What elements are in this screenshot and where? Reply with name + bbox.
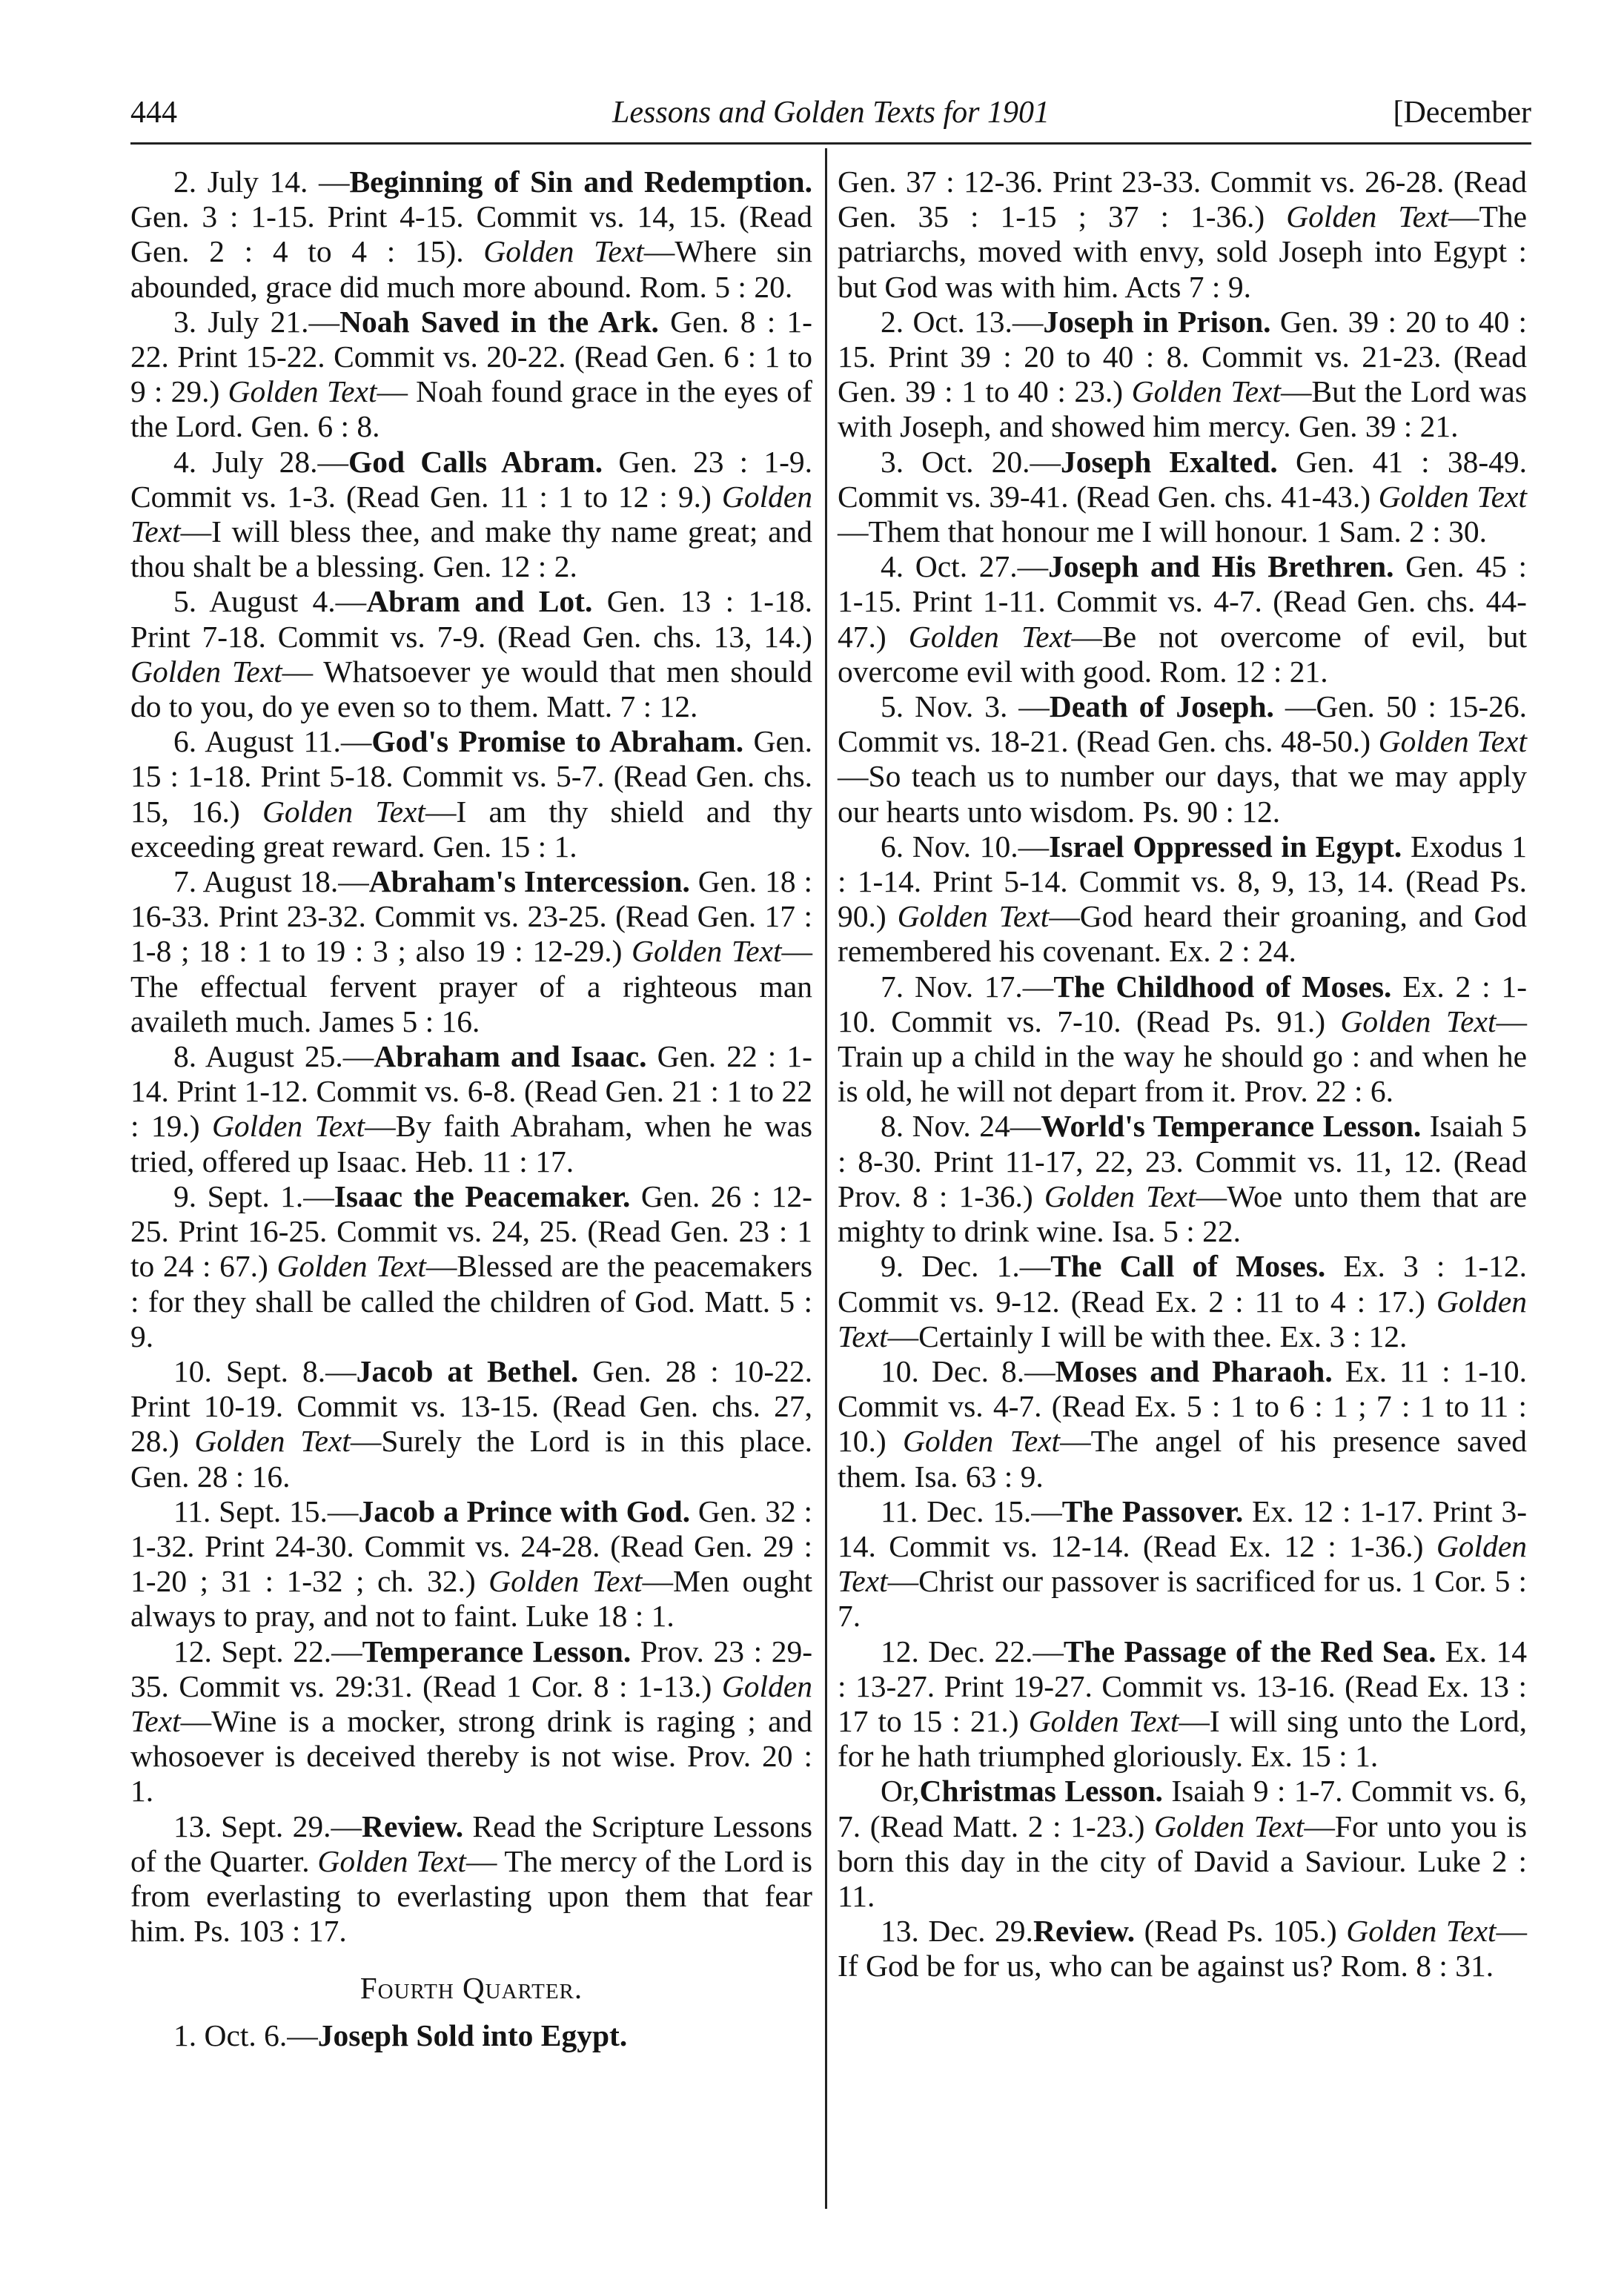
lesson-date: Oct. 27.— — [915, 549, 1049, 584]
running-title: Lessons and Golden Texts for 1901 — [612, 96, 1050, 130]
lesson-number: 4. — [173, 444, 197, 479]
golden-text: —Where sin abounded, grace did much more abound. Rom. 5 : 20. — [130, 234, 812, 304]
scripture-reference: Exodus 1 : 1-14. Print 5-14. Commit vs. 8, 9, 13, 14. (Read Ps. 90.) — [838, 829, 1528, 934]
lesson-number: 3. — [173, 304, 197, 339]
lesson-entry — [130, 165, 812, 305]
lesson-number: 9. — [881, 1249, 904, 1284]
lesson-entry — [838, 689, 1527, 829]
scripture-reference: Isaiah 5 : 8-30. Print 11-17, 22, 23. Commit vs. 11, 12. (Read Prov. 8 : 1-36.) — [838, 1109, 1528, 1213]
lesson-title: Temperance Lesson. — [362, 1634, 632, 1668]
lesson-date: August 4.— — [209, 584, 367, 619]
lesson-title: Joseph in Prison. — [1043, 304, 1271, 339]
page-number: 444 — [130, 96, 177, 130]
golden-text: —The effectual fervent prayer of a righteous man availeth much. James 5 : 16. — [130, 934, 812, 1038]
lesson-title: Isaac the Peacemaker. — [334, 1179, 631, 1213]
lesson-date: Nov. 3. — — [915, 689, 1050, 724]
golden-text-label: Golden Text — [1346, 1914, 1497, 1949]
lesson-title: The Passover. — [1061, 1494, 1244, 1528]
scripture-reference: Gen. 41 : 38-49. Commit vs. 39-41. (Read Gen. chs. 41-43.) — [838, 444, 1528, 514]
lesson-number: 13. — [173, 1809, 212, 1843]
lesson-date: Oct. 13.— — [912, 304, 1044, 339]
golden-text-label: Golden Text — [1378, 724, 1527, 759]
lesson-number: 9. — [173, 1179, 197, 1213]
lesson-date: July 28.— — [212, 444, 348, 479]
lesson-number: 13. — [881, 1914, 919, 1949]
lesson-number: 5. — [173, 584, 197, 619]
lesson-entry — [130, 1039, 812, 1179]
golden-text: —I will sing unto the Lord, for he hath triumphed gloriously. Ex. 15 : 1. — [838, 1703, 1528, 1774]
lesson-date: Sept. 1.— — [207, 1179, 334, 1213]
golden-text: — Noah found grace in the eyes of the Lord. Gen. 6 : 8. — [130, 374, 813, 444]
lesson-title: Joseph and His Brethren. — [1048, 549, 1394, 584]
scripture-reference: Ex. 14 : 13-27. Print 19-27. Commit vs. 13-16. (Read Ex. 13 : 17 to 15 : 21.) — [838, 1634, 1527, 1738]
golden-text: —Surely the Lord is in this place. Gen. 28 : 16. — [130, 1424, 813, 1494]
scripture-reference: Gen. 26 : 12-25. Print 16-25. Commit vs. 24, 25. (Read Gen. 23 : 1 to 24 : 67.) — [130, 1179, 812, 1284]
lesson-entry — [130, 2018, 812, 2053]
lesson-entry — [130, 1634, 812, 1809]
scripture-reference: Ex. 12 : 1-17. Print 3-14. Commit vs. 12-14. (Read Ex. 12 : 1-36.) — [838, 1494, 1528, 1563]
lesson-entry — [130, 724, 812, 864]
golden-text-label: Golden Text — [1286, 199, 1448, 234]
lesson-entry — [838, 829, 1527, 970]
lesson-date: Sept. 8.— — [225, 1353, 357, 1388]
lesson-number: 6. — [881, 829, 904, 864]
scripture-reference: Gen. 39 : 20 to 40 : 15. Print 39 : 20 to 40 : 8. Commit vs. 21-23. (Read Gen. 39 : 1 to 40 : 23.) — [838, 304, 1528, 409]
golden-text-label: Golden Text — [1131, 374, 1281, 409]
right-column — [838, 165, 1527, 1984]
lesson-entry — [838, 1354, 1527, 1494]
lesson-number: 7. — [881, 969, 904, 1004]
golden-text: —Men ought always to pray, and not to faint. Luke 18 : 1. — [130, 1564, 812, 1634]
lesson-date: Dec. 22.— — [928, 1634, 1064, 1668]
lesson-number: 12. — [173, 1634, 212, 1668]
lesson-title: Israel Oppressed in Egypt. — [1049, 829, 1402, 864]
lesson-date: Dec. 8.— — [931, 1353, 1055, 1388]
golden-text-label: Golden Text — [483, 234, 644, 269]
lesson-title: Abraham and Isaac. — [374, 1039, 647, 1074]
lesson-entry — [838, 1494, 1527, 1634]
lesson-number: 3. — [881, 444, 904, 479]
lesson-title: The Childhood of Moses. — [1053, 969, 1392, 1004]
lesson-title: Joseph Sold into Egypt. — [317, 2018, 628, 2052]
lesson-title: God's Promise to Abraham. — [371, 724, 744, 759]
golden-text: —Blessed are the peacemakers : for they shall be called the children of God. Matt. 5 : 9. — [130, 1249, 813, 1353]
golden-text: —I am thy shield and thy exceeding great reward. Gen. 15 : 1. — [130, 794, 813, 864]
golden-text: —I will bless thee, and make thy name great; and thou shalt be a blessing. Gen. 12 : 2. — [130, 514, 812, 584]
lesson-date: Dec. 1.— — [921, 1249, 1051, 1284]
golden-text-label: Golden Text — [317, 1843, 466, 1878]
golden-text: —Wine is a mocker, strong drink is raging ; and whosoever is deceived thereby is not wise. Prov. 20 : 1. — [130, 1703, 812, 1809]
lesson-date: Sept. 22.— — [221, 1634, 362, 1668]
left-column — [130, 165, 812, 2053]
lesson-title: The Passage of the Red Sea. — [1063, 1634, 1436, 1668]
lesson-entry — [838, 1109, 1527, 1249]
lesson-number: 5. — [881, 689, 904, 724]
golden-text-label: Golden Text — [228, 374, 377, 409]
lesson-date: July 14. — — [207, 165, 350, 199]
golden-text: —Woe unto them that are mighty to drink wine. Isa. 5 : 22. — [838, 1179, 1528, 1249]
lesson-number: 11. — [881, 1494, 918, 1528]
scripture-reference: Gen. 37 : 12-36. Print 23-33. Commit vs. 26-28. (Read Gen. 35 : 1-15 ; 37 : 1-36.) — [838, 165, 1527, 234]
golden-text-label: Golden Text — [632, 934, 782, 969]
golden-text: —The angel of his presence saved them. Isa. 63 : 9. — [838, 1424, 1528, 1494]
lesson-title: Jacob at Bethel. — [356, 1353, 579, 1388]
lesson-title: God Calls Abram. — [348, 444, 603, 479]
golden-text: —For unto you is born this day in the city of David a Saviour. Luke 2 : 11. — [838, 1809, 1528, 1913]
golden-text: —Them that honour me I will honour. 1 Sam. 2 : 30. — [838, 514, 1488, 549]
golden-text: —But the Lord was with Joseph, and showed him mercy. Gen. 39 : 21. — [838, 374, 1527, 444]
golden-text: — The mercy of the Lord is from everlasting to everlasting upon them that fear him. Ps. 103 : 17. — [130, 1843, 812, 1949]
lesson-title: World's Temperance Lesson. — [1041, 1109, 1422, 1144]
golden-text-label: Golden Text — [838, 1284, 1527, 1353]
lesson-title: Abraham's Intercession. — [368, 864, 690, 899]
scripture-reference: Gen. 45 : 1-15. Print 1-11. Commit vs. 4-7. (Read Gen. chs. 44-47.) — [838, 549, 1528, 654]
golden-text: —Christ our passover is sacrificed for us. 1 Cor. 5 : 7. — [838, 1564, 1527, 1634]
lesson-title: Jacob a Prince with God. — [358, 1494, 691, 1528]
lesson-number: 2. — [173, 165, 197, 199]
lesson-title: Review. — [361, 1809, 464, 1843]
golden-text-label: Golden Text — [194, 1424, 351, 1459]
column-divider — [825, 148, 827, 2209]
lesson-entry — [838, 445, 1527, 550]
golden-text: —The patriarchs, moved with envy, sold Joseph into Egypt : but God was with him. Acts 7 : 9. — [838, 199, 1527, 304]
lesson-entry — [838, 1914, 1527, 1983]
lesson-number: 11. — [173, 1494, 211, 1528]
lesson-number: 8. — [173, 1039, 197, 1074]
lesson-date: Dec. 29. — [928, 1914, 1033, 1949]
lesson-entry — [838, 165, 1527, 305]
golden-text: —By faith Abraham, when he was tried, offered up Isaac. Heb. 11 : 17. — [130, 1109, 812, 1179]
scripture-reference: Gen. 8 : 1-22. Print 15-22. Commit vs. 20-22. (Read Gen. 6 : 1 to 9 : 29.) — [130, 304, 813, 409]
lesson-entry — [130, 864, 812, 1039]
golden-text: —God heard their groaning, and God remembered his covenant. Ex. 2 : 24. — [838, 899, 1527, 969]
lesson-entry — [838, 549, 1527, 689]
lesson-title: Moses and Pharaoh. — [1055, 1353, 1333, 1388]
scripture-reference: Gen. 13 : 1-18. Print 7-18. Commit vs. 7-9. (Read Gen. chs. 13, 14.) — [130, 584, 812, 654]
lesson-number: 10. — [173, 1353, 212, 1388]
lesson-number: 4. — [881, 549, 904, 584]
lesson-number: 6. — [173, 724, 197, 759]
lesson-entry — [838, 305, 1527, 445]
lesson-entry — [130, 1809, 812, 1949]
lesson-title: Review. — [1033, 1914, 1136, 1949]
golden-text-label: Golden Text — [902, 1424, 1061, 1459]
lesson-date: August 25.— — [205, 1039, 374, 1074]
scripture-reference: Read the Scripture Lessons of the Quarter. — [130, 1809, 813, 1878]
lesson-entry — [838, 1249, 1527, 1354]
golden-text-label: Golden Text — [130, 654, 282, 689]
scripture-reference: Ex. 11 : 1-10. Commit vs. 4-7. (Read Ex. 5 : 1 to 6 : 1 ; 7 : 1 to 11 : 10.) — [838, 1353, 1528, 1459]
scripture-reference: Gen. 18 : 16-33. Print 23-32. Commit vs. 23-25. (Read Gen. 17 : 1-8 ; 18 : 1 to 19 : 3 ; also 19 : 12-29.) — [130, 864, 812, 969]
golden-text-label: Golden Text — [1340, 1004, 1497, 1038]
golden-text-label: Golden Text — [262, 794, 425, 829]
scripture-reference: (Read Ps. 105.) — [1144, 1914, 1337, 1949]
golden-text-label: Golden Text — [130, 479, 813, 549]
lesson-entry — [130, 1494, 812, 1634]
running-header — [130, 95, 1531, 139]
lesson-entry — [130, 584, 812, 724]
lesson-number: 1. — [173, 2018, 197, 2052]
lesson-date: August 11.— — [205, 724, 372, 759]
lesson-title: The Call of Moses. — [1050, 1249, 1326, 1284]
header-rule — [130, 142, 1531, 145]
lesson-date: Sept. 29.— — [221, 1809, 362, 1843]
lesson-number: 12. — [881, 1634, 919, 1668]
lesson-date: Nov. 17.— — [914, 969, 1054, 1004]
golden-text-label: Golden Text — [276, 1249, 426, 1284]
lesson-title: Joseph Exalted. — [1061, 444, 1278, 479]
lesson-title: Abram and Lot. — [366, 584, 593, 619]
lesson-entry — [130, 305, 812, 445]
scripture-reference: Gen. 15 : 1-18. Print 5-18. Commit vs. 5-7. (Read Gen. chs. 15, 16.) — [130, 724, 812, 829]
golden-text-label: Golden Text — [908, 619, 1072, 654]
section-mark: [December — [1393, 96, 1531, 130]
golden-text: — Whatsoever ye would that men should do to you, do ye even so to them. Matt. 7 : 12. — [130, 654, 812, 724]
golden-text: —So teach us to number our days, that we may apply our hearts unto wisdom. Ps. 90 : 12. — [838, 759, 1527, 829]
scripture-reference: Gen. 28 : 10-22. Print 10-19. Commit vs. 13-15. (Read Gen. chs. 27, 28.) — [130, 1353, 813, 1459]
golden-text: —Certainly I will be with thee. Ex. 3 : 12. — [887, 1319, 1408, 1353]
golden-text: —Train up a child in the way he should go : and when he is old, he will not depart from it. Prov. 22 : 6. — [838, 1004, 1527, 1109]
lesson-date: Oct. 6.— — [204, 2018, 318, 2052]
lesson-date: Dec. 15.— — [927, 1494, 1062, 1528]
lesson-entry — [130, 445, 812, 585]
golden-text-label: Golden Text — [838, 1528, 1527, 1599]
scripture-reference: Gen. 3 : 1-15. Print 4-15. Commit vs. 14, 15. (Read Gen. 2 : 4 to 4 : 15). — [130, 199, 812, 269]
golden-text-label: Golden Text — [1044, 1179, 1196, 1213]
lesson-number: 10. — [881, 1353, 919, 1388]
lesson-entry — [130, 1179, 812, 1354]
lesson-entry — [838, 1774, 1527, 1914]
golden-text-label: Golden Text — [211, 1109, 365, 1144]
lesson-number: 7. — [173, 864, 197, 899]
golden-text-label: Golden Text — [1028, 1703, 1179, 1738]
lesson-title: Christmas Lesson. — [919, 1774, 1163, 1809]
lesson-number: 8. — [881, 1109, 904, 1144]
golden-text-label: Golden Text — [488, 1564, 643, 1599]
golden-text: —Be not overcome of evil, but overcome evil with good. Rom. 12 : 21. — [838, 619, 1528, 689]
scripture-reference: —Gen. 50 : 15-26. Commit vs. 18-21. (Read Gen. chs. 48-50.) — [838, 689, 1528, 759]
lesson-entry — [838, 970, 1527, 1110]
lesson-date: Nov. 24— — [912, 1109, 1041, 1144]
lesson-date: Sept. 15.— — [219, 1494, 359, 1528]
scripture-reference: Gen. 23 : 1-9. Commit vs. 1-3. (Read Gen. 11 : 1 to 12 : 9.) — [130, 444, 813, 514]
lesson-date: Nov. 10.— — [912, 829, 1050, 864]
lesson-date: Oct. 20.— — [921, 444, 1061, 479]
golden-text-label: Golden Text — [1378, 479, 1527, 514]
scripture-reference: Prov. 23 : 29-35. Commit vs. 29:31. (Read 1 Cor. 8 : 1-13.) — [130, 1634, 813, 1703]
lesson-title: Beginning of Sin and Redemption. — [349, 165, 813, 199]
golden-text-label: Golden Text — [1154, 1809, 1305, 1843]
scripture-reference: Isaiah 9 : 1-7. Commit vs. 6, 7. (Read Matt. 2 : 1-23.) — [838, 1774, 1528, 1843]
golden-text: —If God be for us, who can be against us? Rom. 8 : 31. — [838, 1914, 1528, 1983]
lesson-entry — [130, 1354, 812, 1494]
lesson-number: 2. — [881, 304, 904, 339]
lesson-date: July 21.— — [208, 304, 340, 339]
scripture-reference: Gen. 32 : 1-32. Print 24-30. Commit vs. 24-28. (Read Gen. 29 : 1-20 ; 31 : 1-32 ; ch. 32.) — [130, 1494, 813, 1599]
golden-text-label: Golden Text — [130, 1668, 812, 1738]
lesson-title: Death of Joseph. — [1049, 689, 1274, 724]
scripture-reference: Ex. 2 : 1-10. Commit vs. 7-10. (Read Ps. 91.) — [838, 969, 1528, 1038]
section-heading: Fourth Quarter. — [359, 1971, 583, 2006]
lesson-title: Noah Saved in the Ark. — [339, 304, 659, 339]
golden-text-label: Golden Text — [897, 899, 1050, 934]
lesson-date: August 18.— — [202, 864, 369, 899]
scripture-reference: Ex. 3 : 1-12. Commit vs. 9-12. (Read Ex. 2 : 11 to 4 : 17.) — [838, 1249, 1528, 1319]
lesson-date: Or, — [881, 1774, 920, 1809]
lesson-entry — [838, 1634, 1527, 1774]
scripture-reference: Gen. 22 : 1-14. Print 1-12. Commit vs. 6-8. (Read Gen. 21 : 1 to 22 : 19.) — [130, 1039, 812, 1144]
